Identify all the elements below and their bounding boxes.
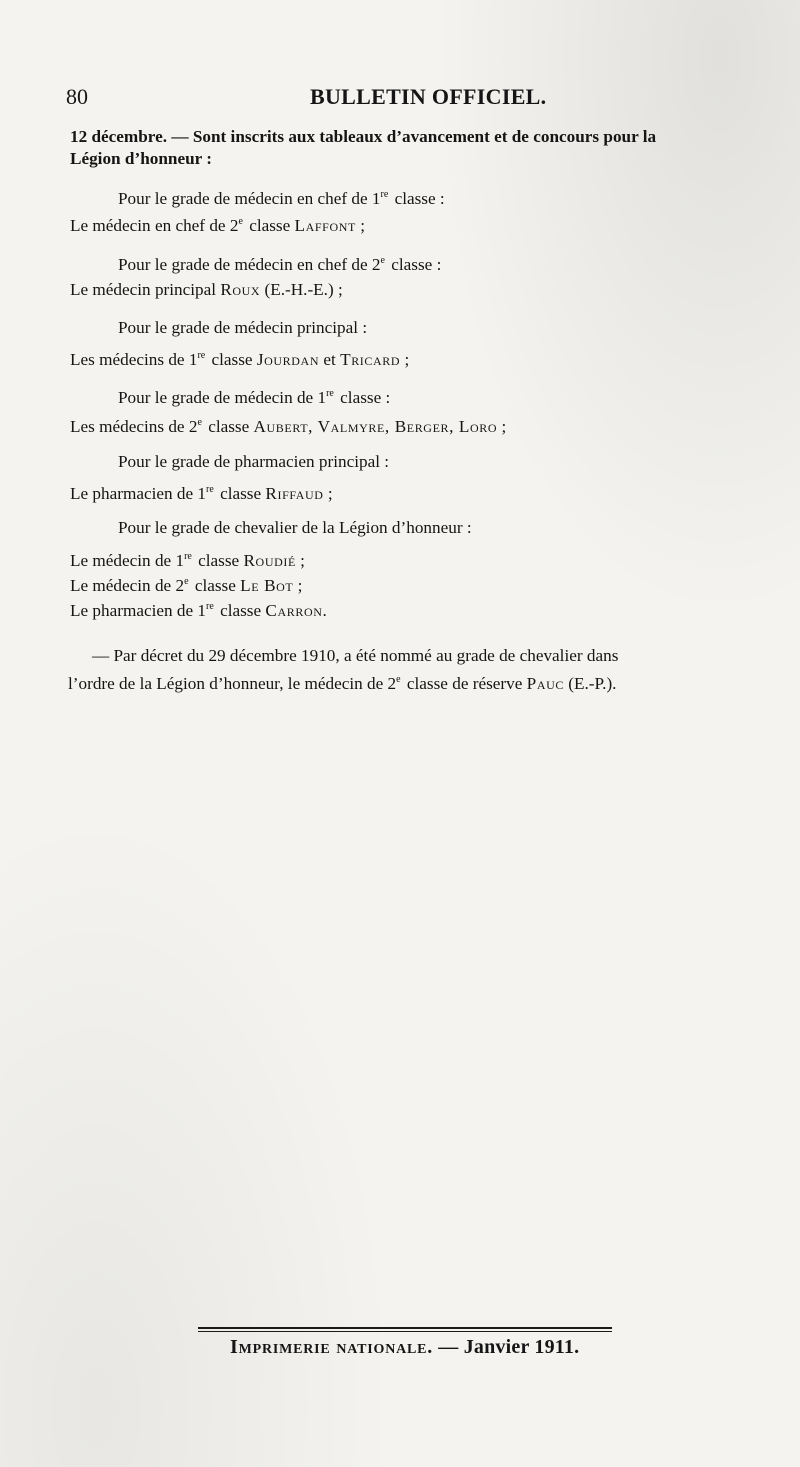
nomination-6a-sup: re	[184, 551, 192, 562]
decree-2-name: Pauc	[526, 674, 564, 693]
nomination-1-sup: e	[238, 216, 243, 227]
decree-line-1	[92, 645, 618, 667]
nomination-6a-start: Le médecin de 1	[70, 551, 185, 570]
decree-text-1: — Par décret du 29 décembre 1910, a été nommé au grade de chevalier dans	[92, 646, 619, 665]
nomination-6c-sup: re	[206, 601, 214, 612]
grade-heading-5	[118, 451, 389, 473]
grade-heading-1-text: Pour le grade de médecin en chef de 1	[118, 189, 381, 208]
nomination-3-end: ;	[400, 350, 410, 369]
grade-heading-3-text: Pour le grade de médecin principal :	[118, 318, 368, 337]
nomination-line-6b	[70, 571, 302, 597]
grade-heading-6-text: Pour le grade de chevalier de la Légion d’honneur :	[118, 518, 472, 537]
nomination-5-mid: classe	[215, 484, 266, 503]
nomination-3-name-2: Tricard	[340, 350, 401, 369]
nomination-6b-mid: classe	[190, 576, 241, 595]
page-header	[66, 82, 756, 112]
nomination-6b-name: Le Bot	[240, 576, 294, 595]
nomination-line-5	[70, 479, 333, 505]
running-title: BULLETIN OFFICIEL.	[310, 84, 547, 109]
nomination-1-end: ;	[355, 216, 365, 235]
nomination-2-start: Le médecin principal	[70, 280, 221, 299]
grade-heading-3	[118, 317, 367, 339]
grade-heading-2-sup: e	[380, 255, 385, 266]
nomination-4-end: ;	[497, 417, 507, 436]
nomination-line-3	[70, 345, 409, 371]
nomination-line-6a	[70, 546, 305, 572]
nomination-5-name: Riffaud	[265, 484, 324, 503]
nomination-2-end: (E.-H.-E.) ;	[260, 280, 343, 299]
nomination-line-4	[70, 412, 506, 438]
nomination-3-start: Les médecins de 1	[70, 350, 198, 369]
nomination-4-sup: e	[197, 417, 202, 428]
intro-text-2: Légion d’honneur :	[70, 149, 212, 168]
nomination-4-names: Aubert, Valmyre, Berger, Loro	[253, 417, 498, 436]
grade-heading-2	[118, 250, 441, 276]
nomination-1-name: Laffont	[294, 216, 356, 235]
grade-heading-1-sup: re	[380, 189, 389, 200]
nomination-line-6c	[70, 596, 327, 622]
footer-rule-thin	[198, 1331, 612, 1332]
nomination-6c-start: Le pharmacien de 1	[70, 601, 206, 620]
nomination-line-1	[70, 211, 365, 237]
footer-rule-thick	[198, 1327, 612, 1329]
decree-2-end: (E.-P.).	[563, 674, 617, 693]
decree-2-start: l’ordre de la Légion d’honneur, le médecin de 2	[68, 674, 397, 693]
decree-2-mid: classe de réserve	[402, 674, 527, 693]
page-number: 80	[66, 84, 88, 109]
grade-heading-4-text: Pour le grade de médecin de 1	[118, 388, 327, 407]
grade-heading-4	[118, 383, 390, 409]
nomination-4-mid: classe	[203, 417, 254, 436]
nomination-3-name-1: Jourdan	[256, 350, 320, 369]
decree-line-2	[68, 669, 616, 695]
nomination-line-2	[70, 279, 343, 301]
nomination-1-mid: classe	[244, 216, 295, 235]
nomination-3-mid: classe	[207, 350, 257, 369]
grade-heading-5-text: Pour le grade de pharmacien principal :	[118, 452, 390, 471]
intro-text-1: 12 décembre. — Sont inscrits aux tableaux d’avancement et de concours pour la	[70, 127, 657, 146]
nomination-6a-name: Roudié	[243, 551, 296, 570]
nomination-5-start: Le pharmacien de 1	[70, 484, 206, 503]
imprint-label: Imprimerie nationale.	[230, 1336, 434, 1358]
nomination-1-start: Le médecin en chef de 2	[70, 216, 239, 235]
nomination-5-end: ;	[323, 484, 333, 503]
grade-heading-4-end: classe :	[335, 388, 391, 407]
nomination-2-name: Roux	[220, 280, 261, 299]
nomination-5-sup: re	[206, 484, 214, 495]
nomination-4-start: Les médecins de 2	[70, 417, 198, 436]
grade-heading-4-sup: re	[326, 388, 334, 399]
nomination-6b-end: ;	[293, 576, 303, 595]
nomination-6c-mid: classe	[215, 601, 266, 620]
imprint-line	[230, 1336, 579, 1359]
grade-heading-2-text: Pour le grade de médecin en chef de 2	[118, 255, 381, 274]
nomination-6a-mid: classe	[193, 551, 244, 570]
imprint-date: — Janvier 1911.	[433, 1336, 580, 1358]
grade-heading-6	[118, 517, 472, 539]
intro-line-1	[70, 126, 656, 148]
grade-heading-1	[118, 184, 445, 210]
nomination-6b-sup: e	[184, 576, 189, 587]
nomination-3-sup: re	[197, 350, 206, 361]
decree-2-sup: e	[396, 674, 401, 685]
nomination-6c-name: Carron	[265, 601, 323, 620]
nomination-3-and: et	[319, 350, 341, 369]
nomination-6b-start: Le médecin de 2	[70, 576, 185, 595]
intro-line-2	[70, 148, 212, 170]
grade-heading-2-end: classe :	[386, 255, 442, 274]
grade-heading-1-end: classe :	[390, 189, 445, 208]
nomination-6c-end: .	[322, 601, 327, 620]
nomination-6a-end: ;	[295, 551, 305, 570]
